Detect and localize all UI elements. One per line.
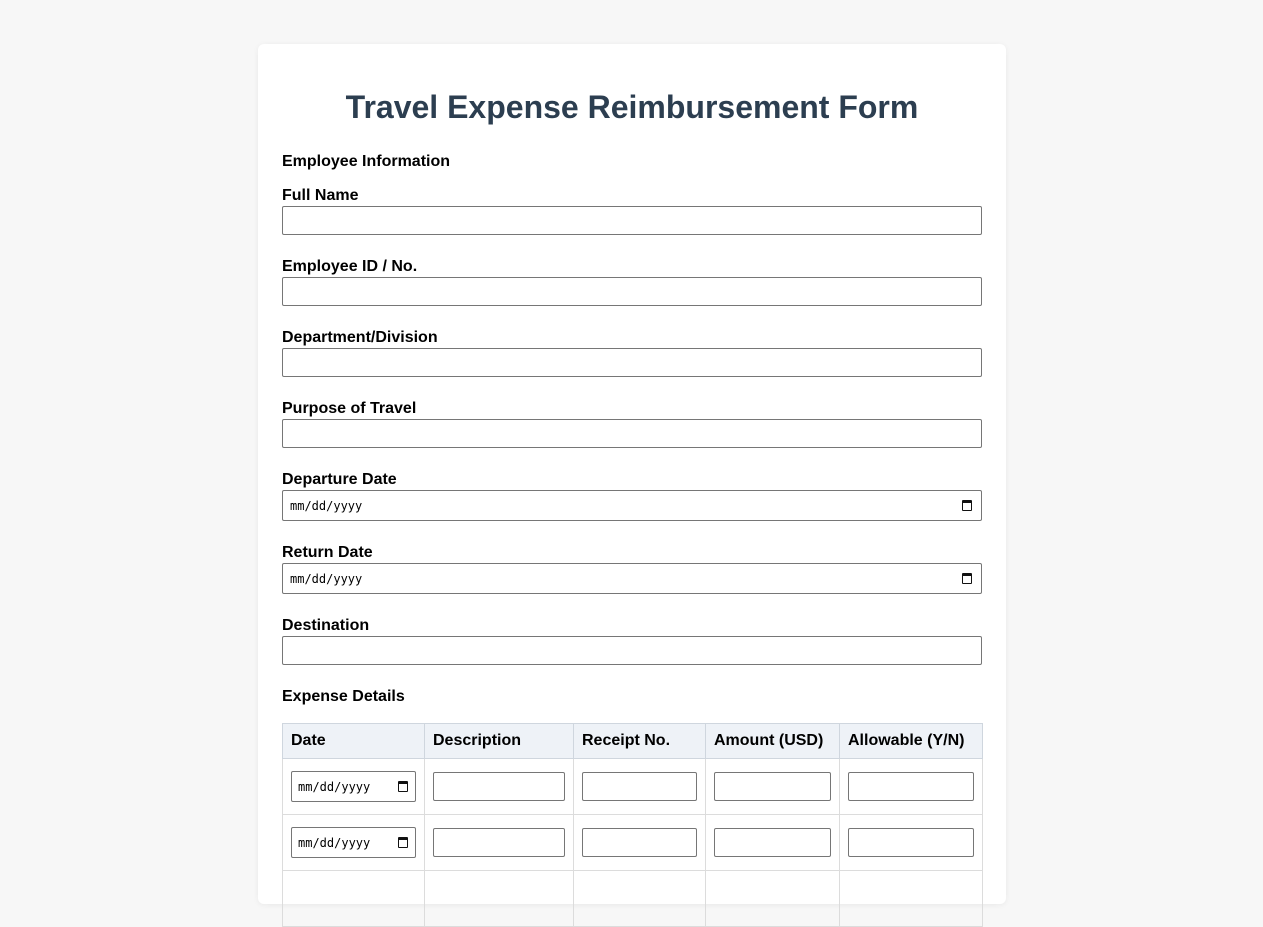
description-cell <box>425 815 574 871</box>
allowable-cell <box>840 815 983 871</box>
employee-id-input[interactable] <box>282 277 982 306</box>
calendar-icon[interactable] <box>962 573 972 584</box>
table-row <box>283 759 983 815</box>
table-header-row <box>283 724 983 759</box>
date-cell <box>283 759 425 815</box>
allowable-input[interactable] <box>848 772 974 801</box>
header-description: Description <box>425 724 574 759</box>
full-name-group <box>282 186 982 235</box>
allowable-cell <box>840 759 983 815</box>
departure-date-placeholder: mm/dd/yyyy <box>290 498 363 513</box>
employee-id-label: Employee ID / No. <box>282 258 418 275</box>
return-date-placeholder: mm/dd/yyyy <box>290 571 363 586</box>
purpose-label: Purpose of Travel <box>282 400 417 417</box>
destination-group <box>282 616 982 665</box>
amount-cell <box>706 759 840 815</box>
calendar-icon[interactable] <box>398 837 408 848</box>
receipt-no-input[interactable] <box>582 828 697 857</box>
destination-input[interactable] <box>282 636 982 665</box>
table-row <box>283 815 983 871</box>
expense-section-heading: Expense Details <box>282 688 405 705</box>
receipt-cell <box>574 815 706 871</box>
header-receipt-no: Receipt No. <box>574 724 706 759</box>
full-name-input[interactable] <box>282 206 982 235</box>
departure-date-group <box>282 470 982 521</box>
allowable-cell <box>840 871 983 927</box>
amount-input[interactable] <box>714 772 831 801</box>
amount-cell <box>706 871 840 927</box>
receipt-cell <box>574 871 706 927</box>
department-group <box>282 328 982 377</box>
department-label: Department/Division <box>282 329 438 346</box>
header-date: Date <box>283 724 425 759</box>
row-date-input[interactable] <box>291 827 416 858</box>
row-date-placeholder: mm/dd/yyyy <box>298 779 371 794</box>
purpose-input[interactable] <box>282 419 982 448</box>
expense-table <box>282 723 983 927</box>
employee-id-group <box>282 257 982 306</box>
row-date-placeholder: mm/dd/yyyy <box>298 835 371 850</box>
description-input[interactable] <box>433 772 565 801</box>
full-name-label: Full Name <box>282 187 359 204</box>
description-cell <box>425 759 574 815</box>
date-cell <box>283 871 425 927</box>
employee-section-heading: Employee Information <box>282 153 451 170</box>
header-allowable: Allowable (Y/N) <box>840 724 983 759</box>
amount-input[interactable] <box>714 828 831 857</box>
row-date-input[interactable] <box>291 771 416 802</box>
form-card <box>258 44 1006 904</box>
page-title: Travel Expense Reimbursement Form <box>345 89 919 125</box>
return-date-label: Return Date <box>282 544 373 561</box>
date-cell <box>283 815 425 871</box>
departure-date-label: Departure Date <box>282 471 397 488</box>
receipt-cell <box>574 759 706 815</box>
purpose-group <box>282 399 982 448</box>
table-row <box>283 871 983 927</box>
receipt-no-input[interactable] <box>582 772 697 801</box>
amount-cell <box>706 815 840 871</box>
description-cell <box>425 871 574 927</box>
description-input[interactable] <box>433 828 565 857</box>
return-date-group <box>282 543 982 594</box>
destination-label: Destination <box>282 617 370 634</box>
department-input[interactable] <box>282 348 982 377</box>
allowable-input[interactable] <box>848 828 974 857</box>
calendar-icon[interactable] <box>962 500 972 511</box>
departure-date-input[interactable] <box>282 490 982 521</box>
header-amount: Amount (USD) <box>706 724 840 759</box>
calendar-icon[interactable] <box>398 781 408 792</box>
return-date-input[interactable] <box>282 563 982 594</box>
